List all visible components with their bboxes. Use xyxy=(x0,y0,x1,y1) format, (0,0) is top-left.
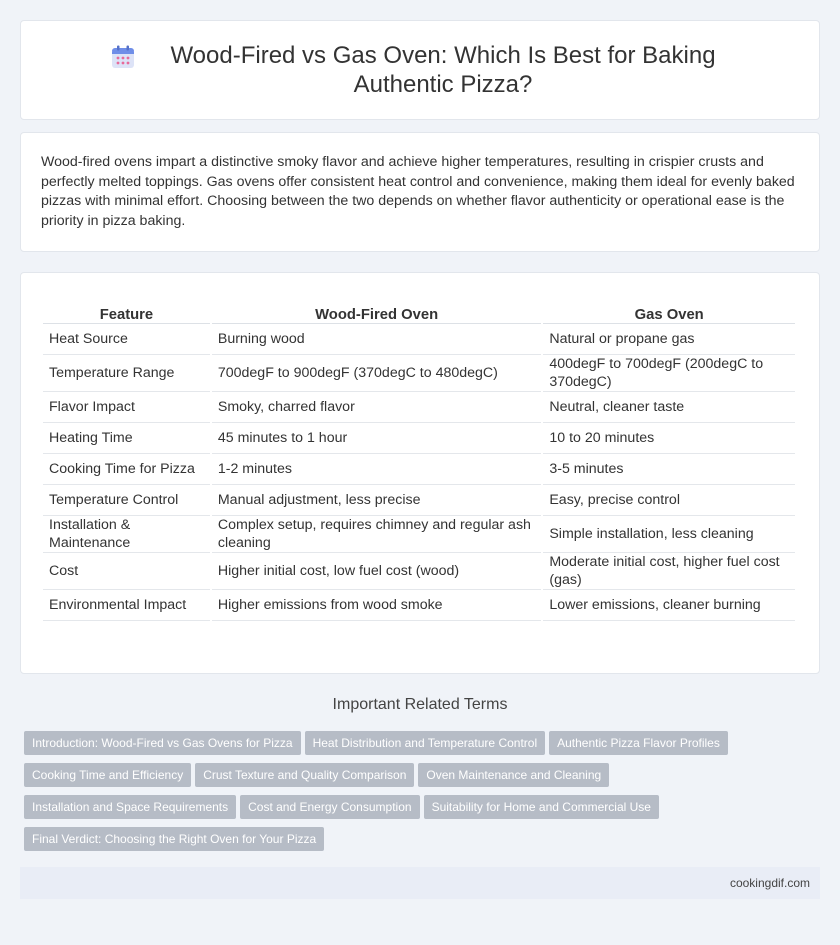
related-tag[interactable]: Oven Maintenance and Cleaning xyxy=(418,763,609,787)
cell-wood-fired: Higher initial cost, low fuel cost (wood) xyxy=(212,553,541,590)
related-tag[interactable]: Cooking Time and Efficiency xyxy=(24,763,191,787)
table-row xyxy=(43,392,795,423)
table-row xyxy=(43,423,795,454)
related-tag[interactable]: Introduction: Wood-Fired vs Gas Ovens for Pizza xyxy=(24,731,301,755)
cell-feature: Temperature Range xyxy=(43,355,210,392)
comparison-card xyxy=(20,272,820,674)
cell-gas: Natural or propane gas xyxy=(543,324,795,355)
cell-gas: Easy, precise control xyxy=(543,485,795,516)
cell-feature: Temperature Control xyxy=(43,485,210,516)
table-header-row xyxy=(43,297,795,324)
page-title: Wood-Fired vs Gas Oven: Which Is Best for Baking Authentic Pizza? xyxy=(170,42,716,98)
cell-feature: Heat Source xyxy=(43,324,210,355)
cell-wood-fired: 45 minutes to 1 hour xyxy=(212,423,541,454)
related-tag[interactable]: Cost and Energy Consumption xyxy=(240,795,419,819)
cell-wood-fired: Higher emissions from wood smoke xyxy=(212,590,541,621)
cell-gas: Lower emissions, cleaner burning xyxy=(543,590,795,621)
header-wood-fired: Wood-Fired Oven xyxy=(212,297,541,324)
footer-site-link[interactable]: cookingdif.com xyxy=(729,876,810,890)
cell-gas: 10 to 20 minutes xyxy=(543,423,795,454)
footer xyxy=(20,867,820,899)
intro-paragraph: Wood-fired ovens impart a distinctive smoky flavor and achieve higher temperatures, resulting in crispier crusts and perfectly melted toppings. Gas ovens offer consistent heat control and convenience, making them ideal for evenly baked pizzas with minimal effort. Choosing between the two depends on whether flavor authenticity or operational ease is the priority in pizza baking. xyxy=(41,154,795,229)
cell-feature: Cost xyxy=(43,553,210,590)
cell-wood-fired: 1-2 minutes xyxy=(212,454,541,485)
cell-feature: Cooking Time for Pizza xyxy=(43,454,210,485)
cell-gas: Simple installation, less cleaning xyxy=(543,516,795,553)
cell-wood-fired: Burning wood xyxy=(212,324,541,355)
related-tag[interactable]: Heat Distribution and Temperature Control xyxy=(305,731,546,755)
cell-gas: Neutral, cleaner taste xyxy=(543,392,795,423)
table-row xyxy=(43,590,795,621)
cell-feature: Heating Time xyxy=(43,423,210,454)
related-tag[interactable]: Authentic Pizza Flavor Profiles xyxy=(549,731,728,755)
table-row xyxy=(43,324,795,355)
title-wrap xyxy=(70,41,770,99)
table-row xyxy=(43,355,795,392)
cell-wood-fired: Complex setup, requires chimney and regular ash cleaning xyxy=(212,516,541,553)
cell-gas: 400degF to 700degF (200degC to 370degC) xyxy=(543,355,795,392)
intro-card xyxy=(20,132,820,252)
cell-feature: Installation & Maintenance xyxy=(43,516,210,553)
cell-wood-fired: Smoky, charred flavor xyxy=(212,392,541,423)
cell-wood-fired: 700degF to 900degF (370degC to 480degC) xyxy=(212,355,541,392)
table-row xyxy=(43,516,795,553)
header-gas: Gas Oven xyxy=(543,297,795,324)
comparison-table xyxy=(41,297,797,621)
table-row xyxy=(43,485,795,516)
related-tag[interactable]: Suitability for Home and Commercial Use xyxy=(424,795,659,819)
table-row xyxy=(43,553,795,590)
table-row xyxy=(43,454,795,485)
related-tags xyxy=(20,731,740,859)
cell-gas: 3-5 minutes xyxy=(543,454,795,485)
related-tag[interactable]: Crust Texture and Quality Comparison xyxy=(195,763,414,787)
cell-wood-fired: Manual adjustment, less precise xyxy=(212,485,541,516)
title-card xyxy=(20,20,820,120)
header-feature: Feature xyxy=(43,297,210,324)
cell-feature: Environmental Impact xyxy=(43,590,210,621)
cell-feature: Flavor Impact xyxy=(43,392,210,423)
calendar-icon xyxy=(110,44,136,70)
related-terms-title: Important Related Terms xyxy=(332,696,508,713)
cell-gas: Moderate initial cost, higher fuel cost (gas) xyxy=(543,553,795,590)
related-tag[interactable]: Installation and Space Requirements xyxy=(24,795,236,819)
related-tag[interactable]: Final Verdict: Choosing the Right Oven for Your Pizza xyxy=(24,827,324,851)
